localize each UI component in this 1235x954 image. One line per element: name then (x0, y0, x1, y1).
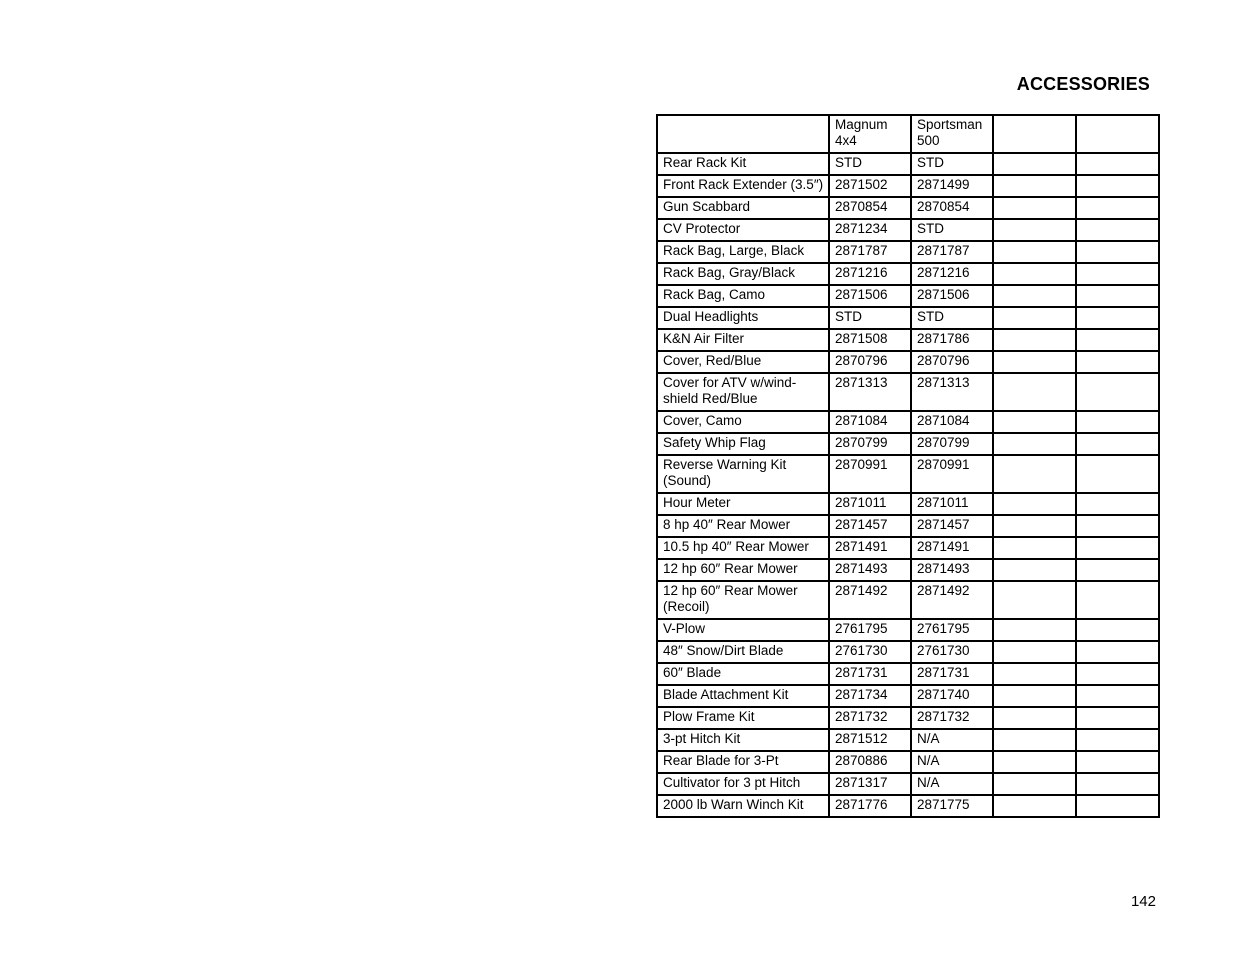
blank-cell-1 (993, 795, 1076, 817)
table-row (657, 153, 1159, 175)
blank-cell-2 (1076, 219, 1159, 241)
blank-cell-2 (1076, 329, 1159, 351)
item-name-cell: Rack Bag, Gray/Black (657, 263, 829, 285)
blank-cell-1 (993, 707, 1076, 729)
header-cell-item (657, 115, 829, 153)
sportsman-cell: 2871787 (911, 241, 993, 263)
table-row (657, 329, 1159, 351)
blank-cell-2 (1076, 153, 1159, 175)
sportsman-cell: 2761795 (911, 619, 993, 641)
blank-cell-1 (993, 515, 1076, 537)
item-name-cell: 12 hp 60″ Rear Mower (657, 559, 829, 581)
blank-cell-2 (1076, 411, 1159, 433)
item-name-cell: Gun Scabbard (657, 197, 829, 219)
blank-cell-1 (993, 197, 1076, 219)
sportsman-cell: 2870799 (911, 433, 993, 455)
table-row (657, 219, 1159, 241)
table-row (657, 641, 1159, 663)
item-name-cell: Front Rack Extender (3.5″) (657, 175, 829, 197)
table-row (657, 197, 1159, 219)
header-cell-magnum: Magnum 4x4 (829, 115, 911, 153)
magnum-cell: STD (829, 153, 911, 175)
blank-cell-1 (993, 455, 1076, 493)
blank-cell-2 (1076, 493, 1159, 515)
table-row (657, 515, 1159, 537)
item-name-cell: 3-pt Hitch Kit (657, 729, 829, 751)
magnum-cell: 2871011 (829, 493, 911, 515)
item-name-cell: Cultivator for 3 pt Hitch (657, 773, 829, 795)
table-row (657, 455, 1159, 493)
sportsman-cell: 2871457 (911, 515, 993, 537)
sportsman-cell: 2870796 (911, 351, 993, 373)
magnum-cell: 2871313 (829, 373, 911, 411)
magnum-cell: 2871734 (829, 685, 911, 707)
table-row (657, 241, 1159, 263)
item-name-cell: Rear Blade for 3-Pt (657, 751, 829, 773)
blank-cell-1 (993, 641, 1076, 663)
magnum-cell: 2871084 (829, 411, 911, 433)
table-row (657, 685, 1159, 707)
table-row (657, 707, 1159, 729)
blank-cell-2 (1076, 795, 1159, 817)
sportsman-cell: STD (911, 153, 993, 175)
blank-cell-1 (993, 537, 1076, 559)
sportsman-cell: 2871216 (911, 263, 993, 285)
magnum-cell: 2871317 (829, 773, 911, 795)
table-row (657, 795, 1159, 817)
sportsman-cell: 2871499 (911, 175, 993, 197)
sportsman-cell: 2871011 (911, 493, 993, 515)
table-row (657, 773, 1159, 795)
item-name-cell: Cover, Camo (657, 411, 829, 433)
magnum-cell: 2870799 (829, 433, 911, 455)
magnum-cell: 2871776 (829, 795, 911, 817)
accessories-table (656, 114, 1160, 818)
blank-cell-2 (1076, 685, 1159, 707)
magnum-cell: 2871508 (829, 329, 911, 351)
blank-cell-1 (993, 153, 1076, 175)
blank-cell-2 (1076, 241, 1159, 263)
item-name-cell: 12 hp 60″ Rear Mower (Recoil) (657, 581, 829, 619)
blank-cell-2 (1076, 515, 1159, 537)
item-name-cell: Cover, Red/Blue (657, 351, 829, 373)
item-name-cell: 48″ Snow/Dirt Blade (657, 641, 829, 663)
blank-cell-2 (1076, 751, 1159, 773)
item-name-cell: Hour Meter (657, 493, 829, 515)
blank-cell-2 (1076, 263, 1159, 285)
sportsman-cell: 2871775 (911, 795, 993, 817)
blank-cell-2 (1076, 641, 1159, 663)
blank-cell-1 (993, 663, 1076, 685)
item-name-cell: Rear Rack Kit (657, 153, 829, 175)
table-row (657, 373, 1159, 411)
blank-cell-2 (1076, 707, 1159, 729)
table-row (657, 175, 1159, 197)
item-name-cell: Plow Frame Kit (657, 707, 829, 729)
item-name-cell: Safety Whip Flag (657, 433, 829, 455)
sportsman-cell: 2871506 (911, 285, 993, 307)
blank-cell-2 (1076, 197, 1159, 219)
magnum-cell: 2871506 (829, 285, 911, 307)
magnum-cell: 2871502 (829, 175, 911, 197)
magnum-cell: 2870886 (829, 751, 911, 773)
sportsman-cell: 2871492 (911, 581, 993, 619)
blank-cell-2 (1076, 455, 1159, 493)
table-row (657, 307, 1159, 329)
table-row (657, 263, 1159, 285)
magnum-cell: 2871732 (829, 707, 911, 729)
blank-cell-1 (993, 329, 1076, 351)
item-name-cell: Rack Bag, Camo (657, 285, 829, 307)
table-row (657, 751, 1159, 773)
item-name-cell: 60″ Blade (657, 663, 829, 685)
blank-cell-1 (993, 559, 1076, 581)
blank-cell-1 (993, 175, 1076, 197)
page-number: 142 (1130, 893, 1156, 910)
magnum-cell: 2870796 (829, 351, 911, 373)
sportsman-cell: 2871084 (911, 411, 993, 433)
table-row (657, 559, 1159, 581)
magnum-cell: 2761730 (829, 641, 911, 663)
item-name-cell: 2000 lb Warn Winch Kit (657, 795, 829, 817)
blank-cell-2 (1076, 581, 1159, 619)
item-name-cell: Reverse Warning Kit (Sound) (657, 455, 829, 493)
sportsman-cell: N/A (911, 729, 993, 751)
magnum-cell: 2871457 (829, 515, 911, 537)
blank-cell-2 (1076, 433, 1159, 455)
blank-cell-1 (993, 751, 1076, 773)
table-header-row (657, 115, 1159, 153)
accessories-table-body (657, 115, 1159, 817)
table-row (657, 729, 1159, 751)
header-cell-sportsman: Sportsman 500 (911, 115, 993, 153)
magnum-cell: 2871787 (829, 241, 911, 263)
sportsman-cell: STD (911, 307, 993, 329)
item-name-cell: V-Plow (657, 619, 829, 641)
blank-cell-2 (1076, 351, 1159, 373)
table-row (657, 581, 1159, 619)
sportsman-cell: 2871732 (911, 707, 993, 729)
sportsman-cell: N/A (911, 773, 993, 795)
magnum-cell: 2871216 (829, 263, 911, 285)
sportsman-cell: STD (911, 219, 993, 241)
blank-cell-1 (993, 373, 1076, 411)
sportsman-cell: 2871731 (911, 663, 993, 685)
table-row (657, 537, 1159, 559)
blank-cell-1 (993, 307, 1076, 329)
table-row (657, 663, 1159, 685)
magnum-cell: STD (829, 307, 911, 329)
blank-cell-2 (1076, 285, 1159, 307)
blank-cell-1 (993, 219, 1076, 241)
blank-cell-1 (993, 411, 1076, 433)
blank-cell-2 (1076, 559, 1159, 581)
magnum-cell: 2871234 (829, 219, 911, 241)
sportsman-cell: 2871313 (911, 373, 993, 411)
magnum-cell: 2871493 (829, 559, 911, 581)
item-name-cell: Cover for ATV w/wind-shield Red/Blue (657, 373, 829, 411)
blank-cell-2 (1076, 537, 1159, 559)
blank-cell-2 (1076, 619, 1159, 641)
blank-cell-1 (993, 263, 1076, 285)
magnum-cell: 2870854 (829, 197, 911, 219)
item-name-cell: 8 hp 40″ Rear Mower (657, 515, 829, 537)
blank-cell-2 (1076, 773, 1159, 795)
magnum-cell: 2871491 (829, 537, 911, 559)
blank-cell-2 (1076, 663, 1159, 685)
magnum-cell: 2761795 (829, 619, 911, 641)
blank-cell-2 (1076, 729, 1159, 751)
table-row (657, 619, 1159, 641)
blank-cell-2 (1076, 175, 1159, 197)
blank-cell-1 (993, 773, 1076, 795)
sportsman-cell: 2871786 (911, 329, 993, 351)
blank-cell-1 (993, 241, 1076, 263)
header-cell-blank-2 (1076, 115, 1159, 153)
magnum-cell: 2870991 (829, 455, 911, 493)
table-row (657, 351, 1159, 373)
item-name-cell: K&N Air Filter (657, 329, 829, 351)
blank-cell-1 (993, 285, 1076, 307)
magnum-cell: 2871512 (829, 729, 911, 751)
page-title: ACCESSORIES (1016, 74, 1150, 94)
blank-cell-1 (993, 581, 1076, 619)
sportsman-cell: N/A (911, 751, 993, 773)
item-name-cell: 10.5 hp 40″ Rear Mower (657, 537, 829, 559)
blank-cell-1 (993, 685, 1076, 707)
sportsman-cell: 2871740 (911, 685, 993, 707)
sportsman-cell: 2870854 (911, 197, 993, 219)
blank-cell-1 (993, 729, 1076, 751)
blank-cell-1 (993, 493, 1076, 515)
item-name-cell: Rack Bag, Large, Black (657, 241, 829, 263)
sportsman-cell: 2870991 (911, 455, 993, 493)
sportsman-cell: 2761730 (911, 641, 993, 663)
magnum-cell: 2871492 (829, 581, 911, 619)
blank-cell-1 (993, 619, 1076, 641)
sportsman-cell: 2871493 (911, 559, 993, 581)
item-name-cell: CV Protector (657, 219, 829, 241)
table-row (657, 493, 1159, 515)
table-row (657, 411, 1159, 433)
magnum-cell: 2871731 (829, 663, 911, 685)
table-row (657, 433, 1159, 455)
blank-cell-2 (1076, 307, 1159, 329)
blank-cell-1 (993, 351, 1076, 373)
item-name-cell: Blade Attachment Kit (657, 685, 829, 707)
sportsman-cell: 2871491 (911, 537, 993, 559)
blank-cell-1 (993, 433, 1076, 455)
header-cell-blank-1 (993, 115, 1076, 153)
item-name-cell: Dual Headlights (657, 307, 829, 329)
blank-cell-2 (1076, 373, 1159, 411)
table-row (657, 285, 1159, 307)
